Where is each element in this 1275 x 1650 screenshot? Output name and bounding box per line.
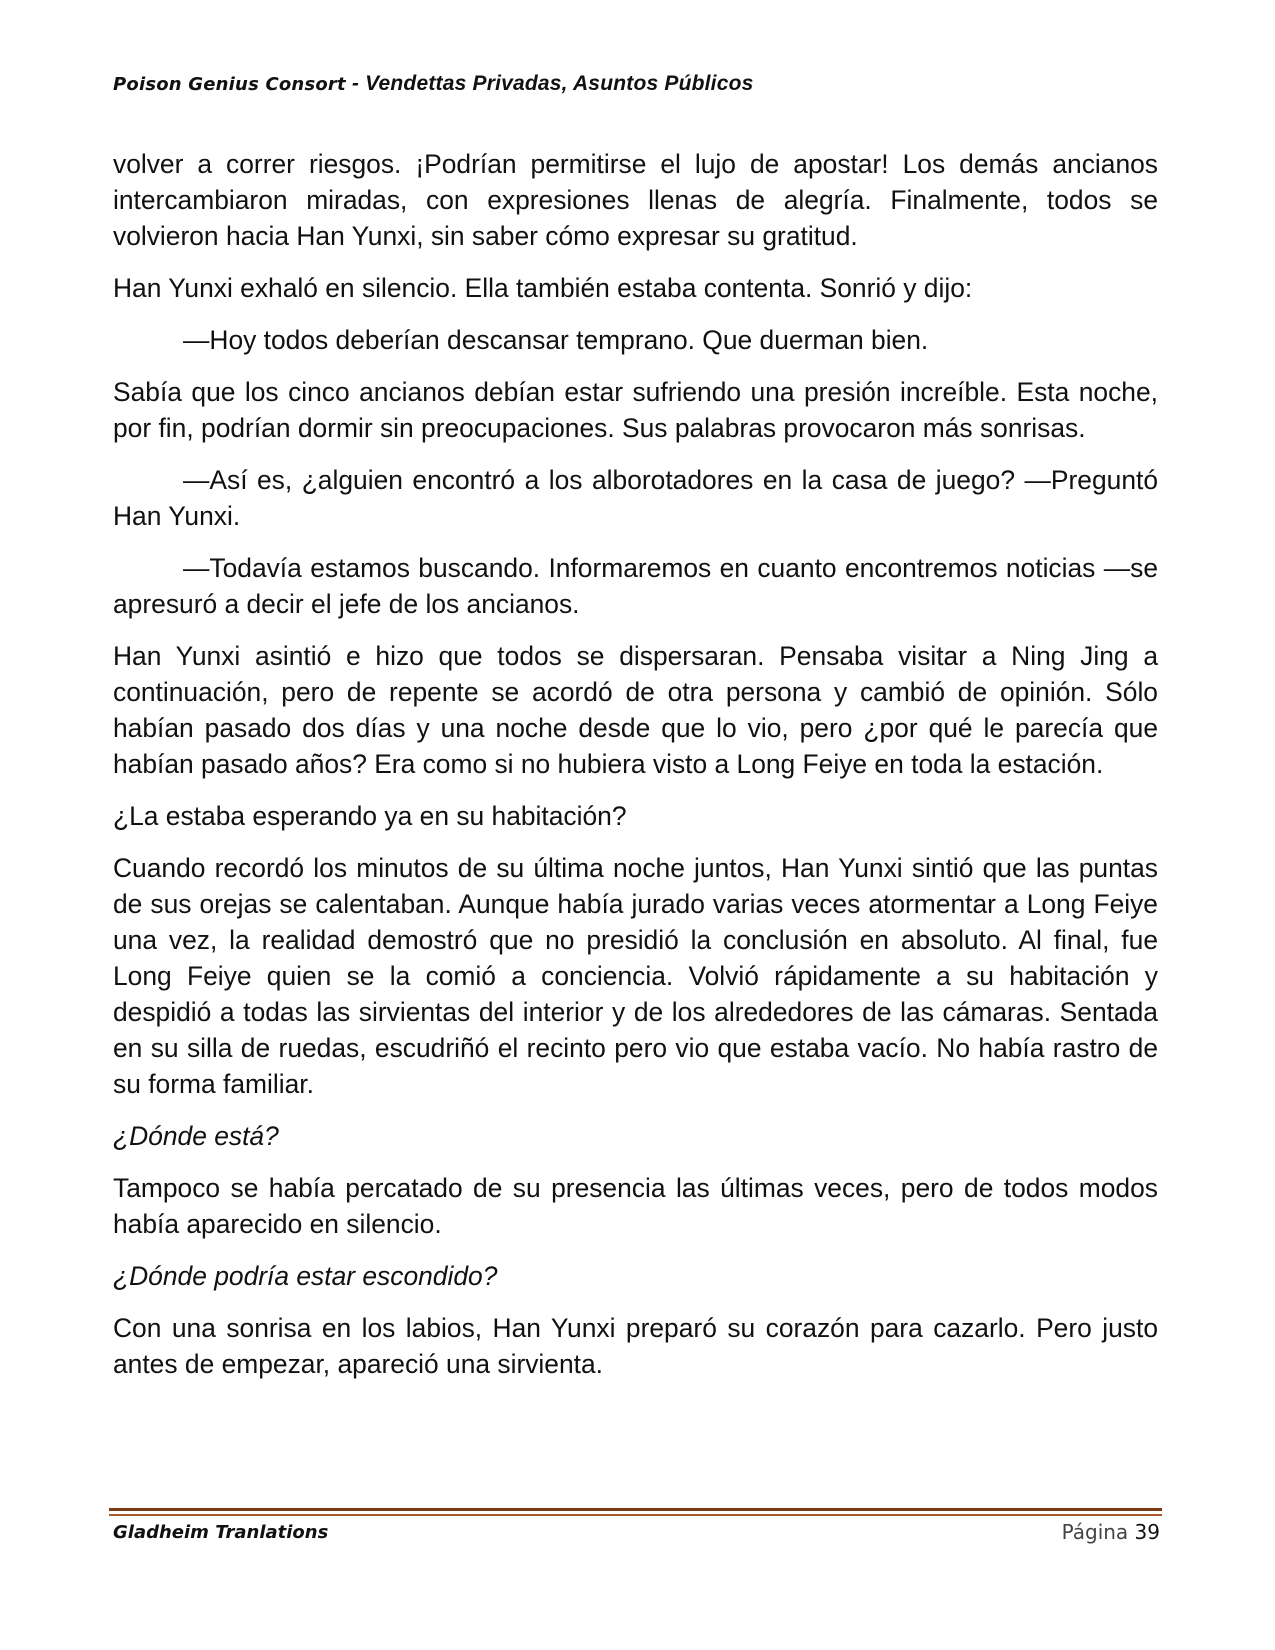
- paragraph: Cuando recordó los minutos de su última noche juntos, Han Yunxi sintió que las puntas de sus orejas se calentaban. Aunque había jurado varias veces atormentar a Long Feiye una vez, la realidad demostró que no presidió la conclusión en absoluto. Al final, fue Long Feiye quien se la comió a conciencia. Volvió rápidamente a su habitación y despidió a todas las sirvientas del interior y de los alrededores de las cámaras. Sentada en su silla de ruedas, escudriñó el recinto pero vio que estaba vacío. No había rastro de su forma familiar.: [113, 853, 1158, 1099]
- header-separator: -: [345, 72, 366, 95]
- dialogue-paragraph: —Todavía estamos buscando. Informaremos en cuanto encontremos noticias —se apresuró a decir el jefe de los ancianos.: [113, 553, 1158, 619]
- chapter-subtitle: Vendettas Privadas, Asuntos Públicos: [365, 72, 754, 95]
- page-header: [113, 72, 754, 96]
- paragraph: volver a correr riesgos. ¡Podrían permitirse el lujo de apostar! Los demás ancianos intercambiaron miradas, con expresiones llenas de alegría. Finalmente, todos se volvieron hacia Han Yunxi, sin saber cómo expresar su gratitud.: [113, 149, 1158, 251]
- thought-paragraph: ¿Dónde está?: [113, 1121, 279, 1151]
- paragraph: Han Yunxi asintió e hizo que todos se dispersaran. Pensaba visitar a Ning Jing a continuación, pero de repente se acordó de otra persona y cambió de opinión. Sólo habían pasado dos días y una noche desde que lo vio, pero ¿por qué le parecía que habían pasado años? Era como si no hubiera visto a Long Feiye en toda la estación.: [113, 641, 1158, 779]
- dialogue-paragraph: —Hoy todos deberían descansar temprano. Que duerman bien.: [183, 325, 929, 355]
- page-number: [1062, 1520, 1160, 1544]
- page-number-value: 39: [1134, 1520, 1160, 1544]
- footer-divider: [109, 1508, 1162, 1511]
- paragraph: Sabía que los cinco ancianos debían estar sufriendo una presión increíble. Esta noche, por fin, podrían dormir sin preocupaciones. Sus palabras provocaron más sonrisas.: [113, 377, 1158, 443]
- page-body: [113, 146, 1158, 1398]
- dialogue-paragraph: —Así es, ¿alguien encontró a los alborotadores en la casa de juego? —Preguntó Han Yunxi.: [113, 465, 1158, 531]
- paragraph: Han Yunxi exhaló en silencio. Ella también estaba contenta. Sonrió y dijo:: [113, 273, 973, 303]
- footer-divider-thin: [109, 1514, 1162, 1516]
- paragraph: Tampoco se había percatado de su presencia las últimas veces, pero de todos modos había aparecido en silencio.: [113, 1173, 1158, 1239]
- footer-credit: Gladheim Tranlations: [113, 1522, 329, 1543]
- thought-paragraph: ¿Dónde podría estar escondido?: [113, 1261, 498, 1291]
- paragraph: ¿La estaba esperando ya en su habitación?: [113, 801, 627, 831]
- paragraph: Con una sonrisa en los labios, Han Yunxi preparó su corazón para cazarlo. Pero justo antes de empezar, apareció una sirvienta.: [113, 1313, 1158, 1379]
- series-title: Poison Genius Consort: [113, 74, 346, 95]
- page-label: Página: [1061, 1520, 1129, 1544]
